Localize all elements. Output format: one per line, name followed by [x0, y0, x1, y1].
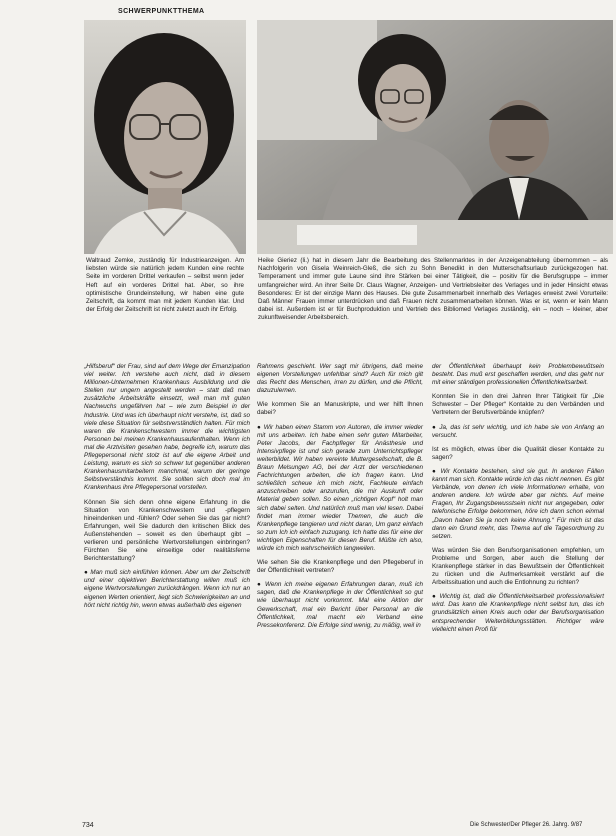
group-photo-two-people	[257, 20, 613, 254]
column-1-question-1: Können Sie sich denn ohne eigene Erfahrung in die Situation von Krankenschwestern und -pflegern hineindenken und -fühlen? Oder sehen Sie das gar nicht? Erfahrungen, weil Sie dadurch den kritischen Blick des Außenstehenden – soweit es den überhaupt gibt – verlieren und persönliche Wertvorstellungen einbringen? Fürchten Sie eine einseitige oder realitätsferne Berichterstattung?	[84, 498, 250, 563]
publication-footer: Die Schwester/Der Pfleger 26. Jahrg. 9/87	[470, 822, 583, 828]
section-title: SCHWERPUNKTTHEMA	[118, 8, 205, 15]
column-2-paragraph-1: Rahmens geschieht. Wer sagt mir übrigens, daß meine eigenen Vorstellungen unfehlbar sind? Auch für mich gilt das Recht des Menschen, irren zu dürfen, und die Pflicht, dazuzulernen.	[257, 363, 423, 395]
column-3-paragraph-1: der Öffentlichkeit überhaupt kein Problembewußtsein besteht. Das muß erst geschaffen werden, und das geht nur mit einer ständigen professionellen Öffentlichkeitsarbeit.	[432, 363, 604, 387]
group-photo-image	[257, 20, 613, 254]
photo-caption-left: Waltraud Zemke, zuständig für Industrieanzeigen. Am liebsten würde sie natürlich jedem Kunden eine rechte Seite im vorderen Drittel verkaufen – selbst wenn jeder Heft auf ein vorderes Drittel hat. Aber, so ihre optimistische Grundeinstellung, wir haben eine gute Zeitschrift, da kommt man mit jedem Kunden klar. Und der Erfolg der Zeitschrift ist nicht zuletzt auch ihr Erfolg.	[86, 257, 244, 314]
column-3-question-1: Konnten Sie in den drei Jahren Ihrer Tätigkeit für „Die Schwester – Der Pfleger“ Kontakte zu den Verbänden und Vertretern der Berufsverbände knüpfen?	[432, 393, 604, 417]
column-3-paragraph-2: ● Ja, das ist sehr wichtig, und ich habe sie von Anfang an versucht.	[432, 423, 604, 439]
portrait-photo-image	[84, 20, 246, 254]
column-2-question-1: Wie kommen Sie an Manuskripte, und wer hilft Ihnen dabei?	[257, 401, 423, 417]
column-1-paragraph-2: ● Man muß sich einfühlen können. Aber um der Zeitschrift und einer objektiven Berichterstattung willen muß ich eigene Wertvorstellungen zurückdrängen. Wenn ich nur an eigenen Werten orientiert, liegt sich Schwierigkeiten an und hört nicht richtig hin, wenn etwas außerhalb des eigenen	[84, 569, 250, 609]
column-2-paragraph-3: ● Wenn ich meine eigenen Erfahrungen daran, muß ich sagen, daß die Krankenpflege in der Öffentlichkeit so gut wie überhaupt nicht vorkommt. Mal eine Aktion der Gewerkschaft, mal ein Bericht über Personal an die Öffentlichkeit, mal macht ein Verband eine Pressekonferenz. Die Erfolge sind wenig, zu mäßig, weil in	[257, 581, 423, 629]
column-3-question-2: Ist es möglich, etwas über die Qualität dieser Kontakte zu sagen?	[432, 445, 604, 461]
portrait-photo-woman-glasses	[84, 20, 246, 254]
photo-caption-right: Heike Gieriez (li.) hat in diesem Jahr die Bearbeitung des Stellenmarktes in der Anzeigenabteilung übernommen – als Nachfolgerin von Gisela Weinreich-Gleß, die sich zu Sohn Benedikt in den Mutterschaftsurlaub zurückgezogen hat. Temperament und immer gute Laune sind ihre Stärken bei einer Tätigkeit, die – positiv für die Berufsgruppe – immer umfangreicher wird. An ihrer Seite Dr. Claus Wagner, Anzeigen- und Vertriebsleiter des Verlages und in jeder Hinsicht etwas Besonderes: Er ist der einzige Mann des Hauses. Die gute Zusammenarbeit innerhalb des Verlages erweist zwei Vorurteile: Daß Männer Frauen immer unterdrücken und daß Frauen nicht zusammenarbeiten können. Was er ist, wenn er kein Mann dabei ist. Außerdem ist er für Buchproduktion und Vertrieb des Bibliomed Verlages zuständig, ein – noch – kleiner, aber zukunftweisender Arbeitsbereich.	[258, 257, 608, 322]
column-2-paragraph-2: ● Wir haben einen Stamm von Autoren, die immer wieder mit uns arbeiten. Ich habe einen sehr guten Mitarbeiter, Peter Jacobs, der Fachpfleger für Anästhesie und Intensivpflege ist und sich gerade zum Unterrichtspfleger weiterbildet. Wir haben vereinte Muttergesellschaft, die B. Braun Melsungen AG, bei der Arzt der verschiedenen Fachrichtungen arbeiten, die ich fragen kann. Und schließlich scheue ich mich nicht, Fachleute einfach anzuschreiben oder anzurufen, die mir Auskunft oder Material geben sollen. So einen „richtigen Kopf“ holt man sich dabei selten. Und natürlich muß man viel lesen. Dabei findet man immer wieder Themen, die auch die Krankenpflege tangieren und nicht daran, Um ganz einfach so zum Ich ich einfach zuzugang. Ich hatte das für eine der wichtigen Eigenschaften für diesen Beruf. Müßte ich also, würde ich mich wahrscheinlich langweilen.	[257, 423, 423, 552]
column-2-question-2: Wie sehen Sie die Krankenpflege und den Pflegeberuf in der Öffentlichkeit vertreten?	[257, 559, 423, 575]
column-3-paragraph-4: ● Wichtig ist, daß die Öffentlichkeitsarbeit professionalisiert wird. Das kann die Krankenpflege nicht selbst tun, das ich grundsätzlich einen Kreis auch oder der Berufsorganisation entsprechender Weiterbildungsstätten. Richtiger wäre vielleicht einen Profi für	[432, 593, 604, 633]
article-column-1	[84, 363, 250, 616]
column-3-question-3: Was würden Sie den Berufsorganisationen empfehlen, um Probleme und Sorgen, aber auch die Stellung der Krankenpflege stärker in das Bewußtsein der Öffentlichkeit zu rücken und die Aufmerksamkeit verstärkt auf die Arbeitssituation und auch die Entlohnung zu richten?	[432, 546, 604, 587]
column-3-paragraph-3: ● Wir Kontakte bestehen, sind sie gut. In anderen Fällen kannt man sich. Kontakte würde ich das nicht nennen. Es gibt Verbände, von denen ich viele Informationen erhalte, von anderen andere. Ich würde aber gar nichts. Auf meine Fragen, Ihr Zugangsbewusstsein nicht nur angegeben, oder telefonische Erfolge bekommen, höre ich dann schon einmal „Davon haben Sie ja noch keine Ahnung.“ Für mich ist das dann ein Grund mehr, das Thema auf die Tagesordnung zu setzen.	[432, 467, 604, 540]
article-column-3	[432, 363, 604, 640]
article-column-2	[257, 363, 423, 636]
page-number: 734	[82, 822, 94, 829]
column-1-paragraph-1: „Hilfsberuf“ der Frau, sind auf dem Wege der Emanzipation viel weiter. Ich verstehe auch nicht, daß in diesem Millionen-Unternehmen Krankenhaus Ausbildung und die Stellen nur ungern angestellt werden – statt daß man zusätzliche Arbeitskräfte einsetzt, weil man mit guten Nachwuchs ungefähren hat – wie zum Beispiel in der Industrie. Und was ich überhaupt nicht verstehe, ist, daß so viele diese Situation für selbstverständlich halten. Für mich waren die Krankenschwestern immer die wichtigsten Personen bei meinen Krankenhausaufenthalten. Wenn ich mal die Arztvisiten gesehen habe, begreife ich, warum das Pflegepersonal nicht stolz ist auf die eigene Arbeit und Leistung, warum es sich so schwer tut gegenüber anderen Krankenhausmitarbeitern manchmal, warum der geringe Selbstverständnis kommt. Sie sollten sich doch mal im Krankenhaus ihre Pflegepersonal vorstellen.	[84, 363, 250, 492]
